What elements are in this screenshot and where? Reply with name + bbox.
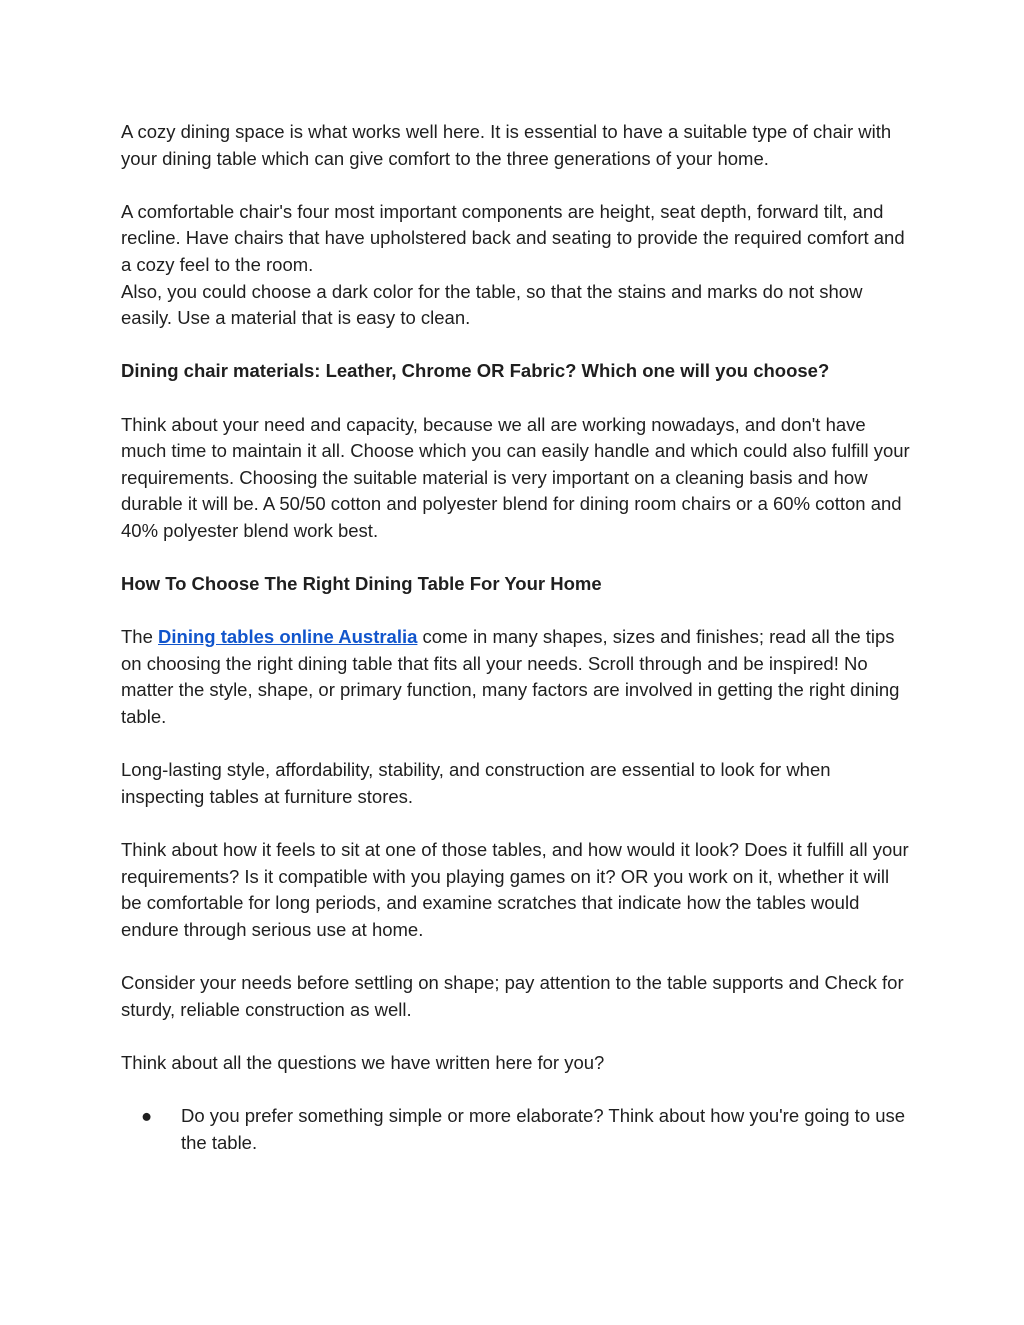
paragraph-consider-needs: Consider your needs before settling on shape; pay attention to the table supports and Check for sturdy, reliable construction as well. xyxy=(121,972,904,1020)
heading-chair-materials: Dining chair materials: Leather, Chrome OR Fabric? Which one will you choose? xyxy=(121,360,830,382)
list-item-text: Do you prefer something simple or more elaborate? Think about how you're going to use the table. xyxy=(181,1104,906,1153)
dining-tables-link[interactable]: Dining tables online Australia xyxy=(158,626,418,648)
bullet-icon: ● xyxy=(141,1104,153,1126)
document-page xyxy=(121,119,911,1156)
paragraph-how-it-feels: Think about how it feels to sit at one of those tables, and how would it look? Does it fulfill all your requirements? Is it compatible with you playing games on it? OR you work on it, whether it will be comfortable for long periods, and examine scratches that indicate how the tables would endure through serious use at home. xyxy=(121,839,909,940)
bullet-list xyxy=(121,1103,911,1156)
list-item xyxy=(121,1103,911,1156)
paragraph-suffix: come in many shapes, sizes and finishes; read all the tips on choosing the right dining table that fits all your needs. Scroll through and be inspired! No matter the style, shape, or primary function, many factors are involved in getting the right dining table. xyxy=(121,626,900,728)
paragraph-comfortable-chair: A comfortable chair's four most important components are height, seat depth, forward tilt, and recline. Have chairs that have upholstered back and seating to provide the required comfort and a cozy feel to the room. xyxy=(121,200,905,275)
paragraph-need-capacity: Think about your need and capacity, because we all are working nowadays, and don't have much time to maintain it all. Choose which you can easily handle and which could also fulfill your requirements. Choosing the suitable material is very important on a cleaning basis and how durable it will be. A 50/50 cotton and polyester blend for dining room chairs or a 60% cotton and 40% polyester blend work best. xyxy=(121,413,910,541)
paragraph-cozy-dining: A cozy dining space is what works well here. It is essential to have a suitable type of chair with your dining table which can give comfort to the three generations of your home. xyxy=(121,121,892,169)
paragraph-long-lasting: Long-lasting style, affordability, stability, and construction are essential to look for when inspecting tables at furniture stores. xyxy=(121,759,831,807)
paragraph-prefix: The xyxy=(121,626,159,648)
heading-choose-table: How To Choose The Right Dining Table For Your Home xyxy=(121,573,602,595)
paragraph-dining-tables-online xyxy=(121,624,911,730)
paragraph-dark-color: Also, you could choose a dark color for the table, so that the stains and marks do not show easily. Use a material that is easy to clean. xyxy=(121,280,863,329)
paragraph-questions: Think about all the questions we have written here for you? xyxy=(121,1051,605,1073)
